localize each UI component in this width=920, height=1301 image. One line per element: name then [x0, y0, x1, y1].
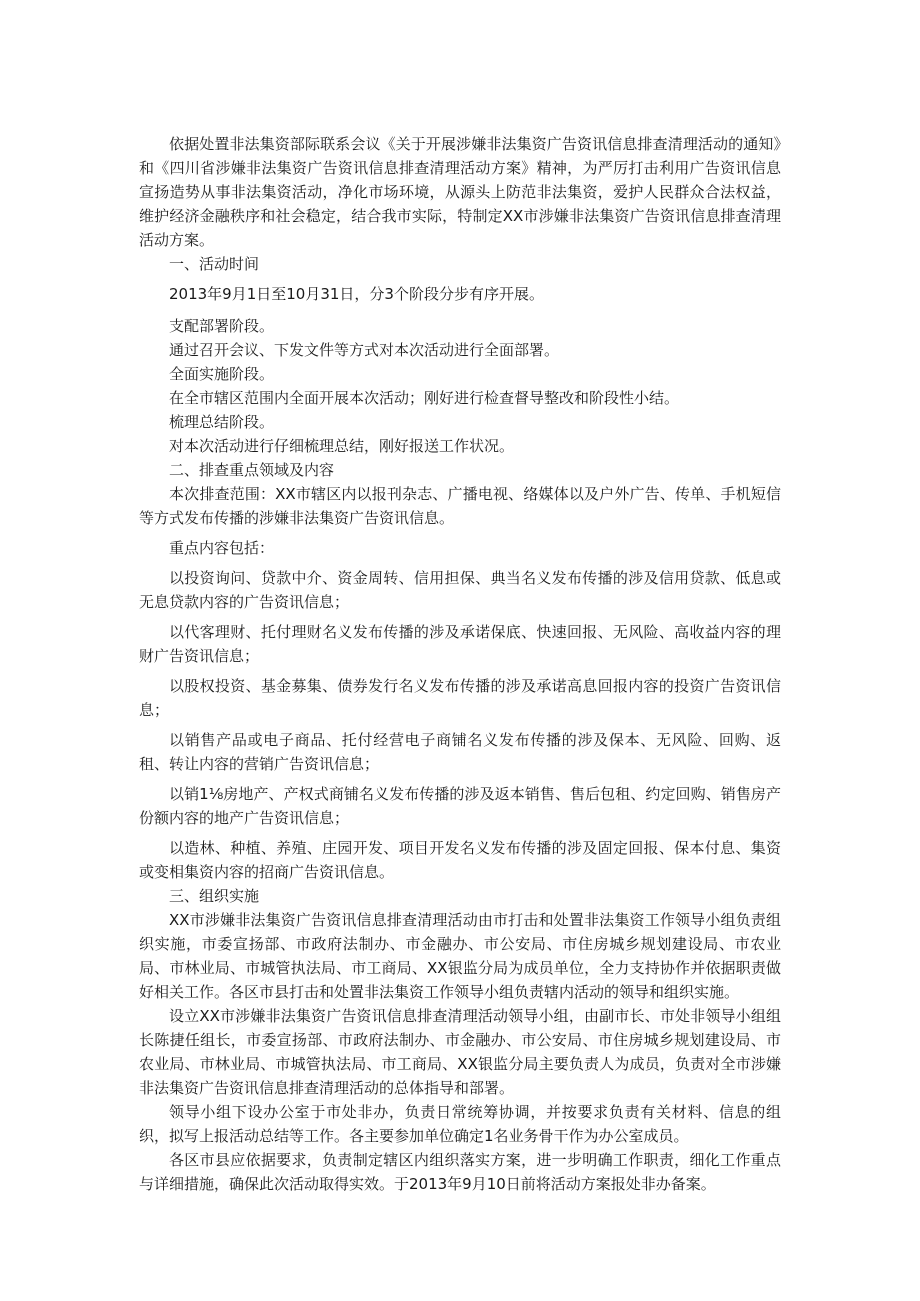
list-item-investment-promotion: 以造林、种植、养殖、庄园开发、项目开发名义发布传播的涉及固定回报、保本付息、集资或变相集资内容的招商广告资讯信息。	[139, 839, 781, 881]
stage-2-title: 全面实施阶段。	[169, 365, 275, 383]
stage-1-text: 通过召开会议、下发文件等方式对本次活动进行全面部署。	[169, 341, 560, 359]
document-body	[139, 132, 781, 1196]
list-item-investment: 以股权投资、基金募集、债券发行名义发布传播的涉及承诺高息回报内容的投资广告资讯信息；	[139, 677, 781, 719]
paragraph-office: 领导小组下设办公室于市处非办，负责日常统筹协调，并按要求负责有关材料、信息的组织，拟写上报活动总结等工作。各主要参加单位确定1名业务骨干作为办公室成员。	[139, 1103, 781, 1145]
intro-paragraph: 依据处置非法集资部际联系会议《关于开展涉嫌非法集资广告资讯信息排查清理活动的通知》和《四川省涉嫌非法集资广告资讯信息排查清理活动方案》精神，为严厉打击利用广告资讯信息宣扬造势从事非法集资活动，净化市场环境，从源头上防范非法集资，爱护人民群众合法权益，维护经济金融秩序和社会稳定，结合我市实际，特制定XX市涉嫌非法集资广告资讯信息排查清理活动方案。	[139, 135, 781, 249]
list-item-loans: 以投资询问、贷款中介、资金周转、信用担保、典当名义发布传播的涉及信用贷款、低息或无息贷款内容的广告资讯信息；	[139, 569, 781, 611]
section-heading-scope: 二、排查重点领域及内容	[169, 461, 335, 479]
paragraph-date-range: 2013年9月1日至10月31日，分3个阶段分步有序开展。	[169, 285, 544, 303]
list-item-real-estate: 以销1⅛房地产、产权式商铺名义发布传播的涉及返本销售、售后包租、约定回购、销售房产份额内容的地产广告资讯信息；	[139, 785, 781, 827]
stage-3-title: 梳理总结阶段。	[169, 413, 275, 431]
list-item-marketing: 以销售产品或电子商品、托付经营电子商铺名义发布传播的涉及保本、无风险、回购、返租、转让内容的营销广告资讯信息；	[139, 731, 781, 773]
paragraph-key-content-intro: 重点内容包括：	[169, 539, 275, 557]
paragraph-leading-group: 设立XX市涉嫌非法集资广告资讯信息排查清理活动领导小组，由副市长、市处非领导小组组长陈捷任组长，市委宣扬部、市政府法制办、市金融办、市公安局、市住房城乡规划建设局、市农业局、市林业局、市城管执法局、市工商局、XX银监分局主要负责人为成员，负责对全市涉嫌非法集资广告资讯信息排查清理活动的总体指导和部署。	[139, 1007, 781, 1097]
stage-1-title: 支配部署阶段。	[169, 317, 275, 335]
stage-2-text: 在全市辖区范围内全面开展本次活动；刚好进行检查督导整改和阶段性小结。	[169, 389, 680, 407]
paragraph-scope: 本次排查范围：XX市辖区内以报刊杂志、广播电视、络媒体以及户外广告、传单、手机短信等方式发布传播的涉嫌非法集资广告资讯信息。	[139, 485, 781, 527]
stage-3-text: 对本次活动进行仔细梳理总结，刚好报送工作状况。	[169, 437, 515, 455]
section-heading-organization: 三、组织实施	[169, 887, 260, 905]
paragraph-organization: XX市涉嫌非法集资广告资讯信息排查清理活动由市打击和处置非法集资工作领导小组负责组织实施，市委宣扬部、市政府法制办、市金融办、市公安局、市住房城乡规划建设局、市农业局、市林业局、市城管执法局、市工商局、XX银监分局为成员单位，全力支持协作并依据职责做好相关工作。各区市县打击和处置非法集资工作领导小组负责辖内活动的领导和组织实施。	[139, 911, 781, 1001]
list-item-wealth: 以代客理财、托付理财名义发布传播的涉及承诺保底、快速回报、无风险、高收益内容的理财广告资讯信息；	[139, 623, 781, 665]
section-heading-activity-time: 一、活动时间	[169, 255, 260, 273]
paragraph-districts: 各区市县应依据要求，负责制定辖区内组织落实方案，进一步明确工作职责，细化工作重点与详细措施，确保此次活动取得实效。于2013年9月10日前将活动方案报处非办备案。	[139, 1151, 781, 1193]
